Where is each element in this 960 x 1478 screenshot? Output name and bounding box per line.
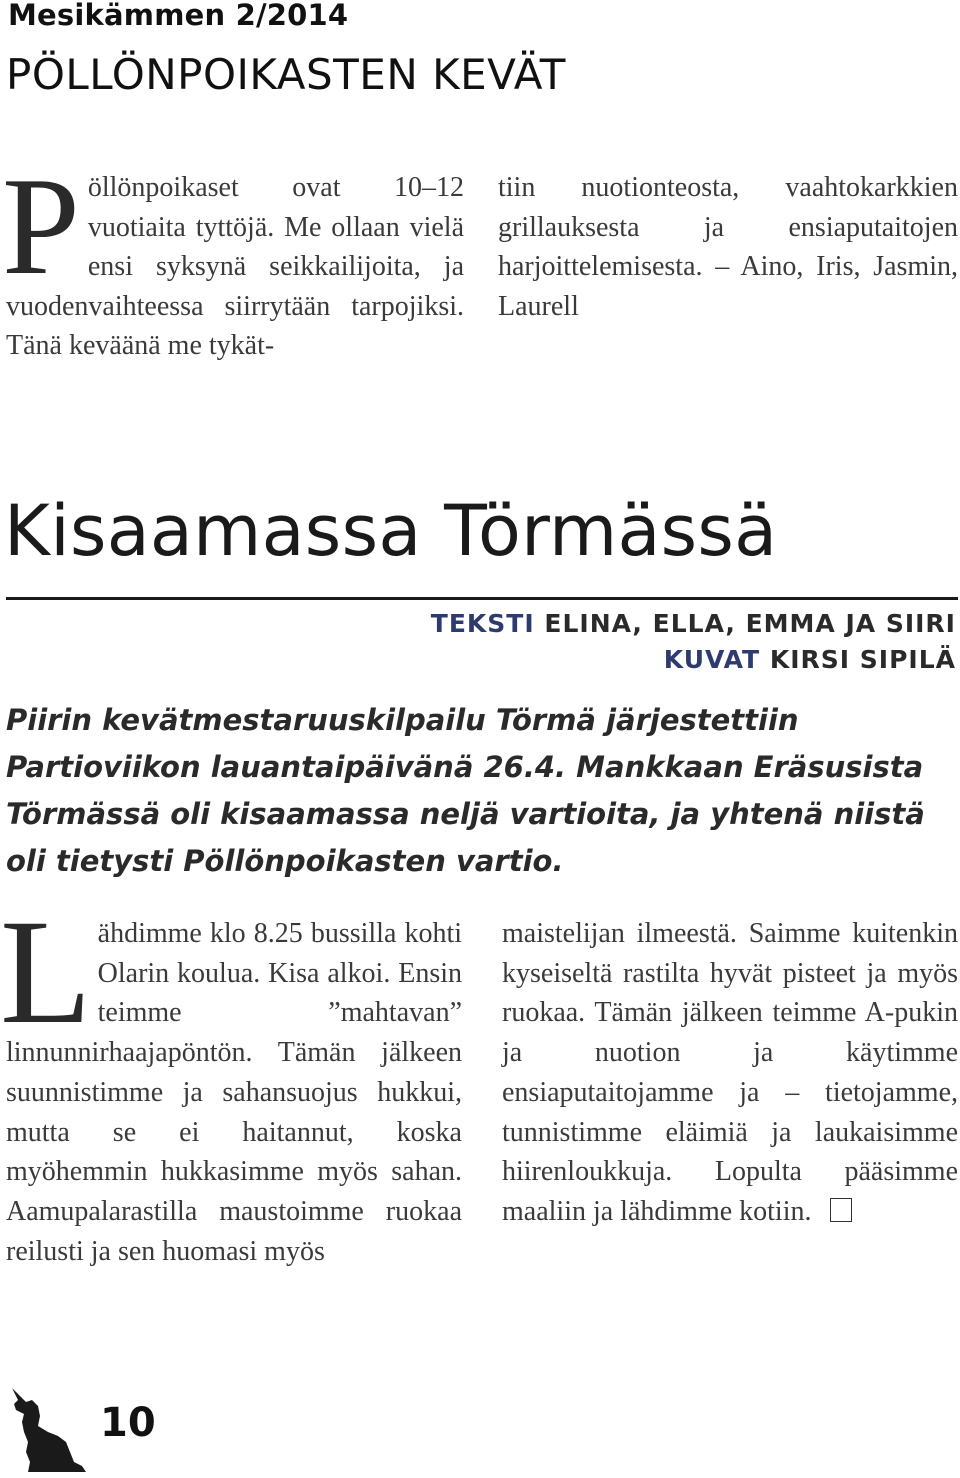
article-lead: Piirin kevätmestaruuskilpailu Törmä järjestettiin Partioviikon lauantaipäivänä 26.4. Mankkaan Eräsusista Törmässä oli kisaamassa neljä vartioita, ja yhtenä niistä oli tietysti Pöllönpoikasten vartio. (6, 703, 925, 878)
intro-column-2 (498, 168, 958, 326)
title-rule (6, 597, 958, 600)
intro-column-1 (2, 149, 464, 366)
howling-wolf-icon (8, 1386, 88, 1474)
article-text-1: ähdimme klo 8.25 bussilla kohti Olarin koulua. Kisa alkoi. Ensin teimme ”mahtavan” linnunnirhaajapöntön. Tämän jälkeen suunnistimme ja sahansuojus hukkui, mutta se ei haitannut, koska myöhemmin hukkasimme myös sahan. Aamupalarastilla maustoimme ruokaa reilusti ja sen huomasi myös (6, 918, 462, 1267)
credit-photo (664, 645, 956, 674)
article-dropcap: L (0, 889, 92, 1055)
credit-text (431, 609, 956, 638)
page-number: 10 (100, 1400, 156, 1446)
intro-text-1: öllönpoikaset ovat 10–12 vuotiaita tyttöjä. Me ollaan vielä ensi syksynä seikkailijoita, ja vuodenvaihteessa siirrytään tarpojiksi. Tänä keväänä me tykät- (6, 172, 464, 361)
credit-text-names: ELINA, ELLA, EMMA JA SIIRI (544, 609, 956, 638)
section-title: PÖLLÖNPOIKASTEN KEVÄT (6, 50, 566, 99)
credit-photo-label: KUVAT (663, 645, 761, 674)
end-mark-icon (830, 1198, 852, 1222)
intro-dropcap: P (2, 149, 80, 304)
article-text-2: maistelijan ilmeestä. Saimme kuitenkin kyseiseltä rastilta hyvät pisteet ja myös ruokaa. Tämän jälkeen teimme A-pukin ja nuotion ja käytimme ensiaputaitojamme ja – tietojamme, tunnistimme eläimiä ja laukaisimme hiirenloukkuja. Lopulta pääsimme maaliin ja lähdimme kotiin. (502, 918, 958, 1227)
article-title: Kisaamassa Törmässä (4, 490, 778, 572)
article-column-1 (0, 889, 462, 1271)
credit-photo-names: KIRSI SIPILÄ (769, 645, 956, 674)
intro-text-2: tiin nuotionteosta, vaahtokarkkien grillauksesta ja ensiaputaitojen harjoittelemisesta. – Aino, Iris, Jasmin, Laurell (498, 172, 958, 322)
issue-label: Mesikämmen 2/2014 (8, 0, 349, 32)
credit-text-label: TEKSTI (430, 609, 535, 638)
article-column-2 (502, 914, 958, 1232)
